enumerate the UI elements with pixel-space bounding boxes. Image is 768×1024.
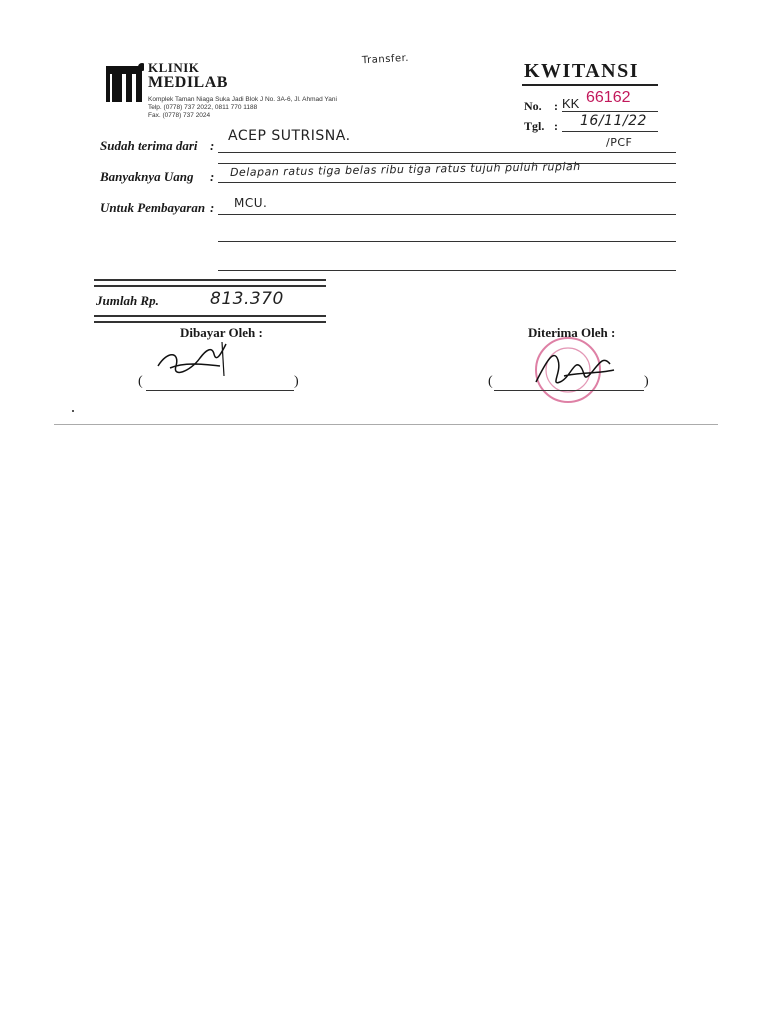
receipt-number: 66162 bbox=[586, 89, 631, 106]
medilab-logo-icon bbox=[104, 62, 144, 106]
total-rule-bottom bbox=[94, 315, 326, 323]
purpose-value: MCU. bbox=[234, 196, 268, 210]
receiver-paren-close: ) bbox=[644, 374, 649, 389]
receipt-date: 16/11/22 bbox=[580, 113, 647, 129]
payer-signature-line bbox=[146, 390, 294, 391]
received-from-colon: : bbox=[210, 138, 215, 153]
clinic-fax: Fax. (0778) 737 2024 bbox=[148, 112, 211, 119]
clinic-phone: Telp. (0778) 737 2022, 0811 770 1188 bbox=[148, 104, 258, 111]
clinic-name-line2: MEDILAB bbox=[148, 74, 228, 91]
no-prefix: KK bbox=[562, 96, 580, 111]
clinic-address: Komplek Taman Niaga Suka Jadi Blok J No. 3A-6, Jl. Ahmad Yani bbox=[148, 96, 337, 103]
payer-signature-icon bbox=[150, 336, 240, 384]
purpose-label: Untuk Pembayaran bbox=[100, 200, 206, 215]
tgl-underline bbox=[562, 131, 658, 132]
no-underline bbox=[562, 111, 658, 112]
receiver-signature-line bbox=[494, 390, 644, 391]
no-label: No. bbox=[524, 99, 542, 113]
purpose-line-2 bbox=[218, 241, 676, 242]
scan-dot bbox=[72, 410, 74, 412]
purpose-line-1 bbox=[218, 214, 676, 215]
payer-paren-open: ( bbox=[138, 374, 143, 389]
received-by-label: Diterima Oleh : bbox=[528, 325, 616, 340]
tgl-label: Tgl. bbox=[524, 119, 545, 133]
purpose-line-3 bbox=[218, 270, 676, 271]
tgl-colon: : bbox=[554, 119, 558, 133]
amount-line-bottom bbox=[218, 182, 676, 183]
amount-words-label: Banyaknya Uang bbox=[100, 169, 194, 184]
received-from-line bbox=[218, 152, 676, 153]
amount-words-colon: : bbox=[210, 169, 215, 184]
amount-words-value: Delapan ratus tiga belas ribu tiga ratus tujuh puluh rupiah bbox=[229, 159, 581, 180]
title-underline bbox=[522, 84, 658, 86]
total-value: 813.370 bbox=[210, 289, 284, 309]
transfer-note: Transfer. bbox=[361, 52, 410, 67]
clinic-name-line1: KLINIK bbox=[148, 60, 200, 75]
no-colon: : bbox=[554, 99, 558, 113]
received-from-value: ACEP SUTRISNA. bbox=[228, 128, 351, 144]
receipt-title: KWITANSI bbox=[524, 60, 639, 82]
scan-edge-line bbox=[54, 424, 718, 425]
total-label: Jumlah Rp. bbox=[96, 293, 159, 308]
received-from-label: Sudah terima dari bbox=[100, 138, 198, 153]
payer-paren-close: ) bbox=[294, 374, 299, 389]
date-note: /PCF bbox=[606, 136, 633, 149]
total-rule-top bbox=[94, 279, 326, 287]
purpose-colon: : bbox=[210, 200, 215, 215]
paid-by-label: Dibayar Oleh : bbox=[180, 325, 263, 340]
receiver-signature-icon bbox=[530, 342, 620, 394]
receiver-paren-open: ( bbox=[488, 374, 493, 389]
